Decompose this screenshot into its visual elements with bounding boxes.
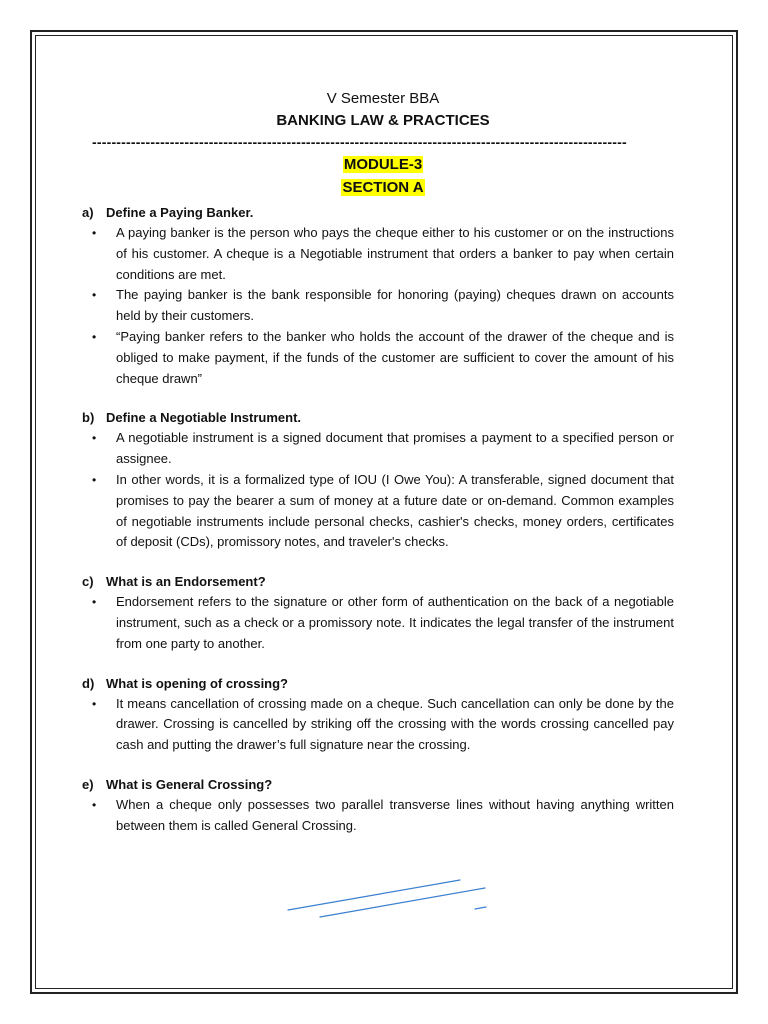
document-body <box>82 88 674 837</box>
answer-text: Endorsement refers to the signature or other form of authentication on the back of a negotiable instrument, such as a check or a promissory note. It indicates the legal transfer of the instrument from one party to another. <box>116 594 674 651</box>
list-item <box>92 592 674 654</box>
question-letter: c) <box>82 574 94 590</box>
question-title <box>82 408 674 428</box>
question-title <box>82 674 674 694</box>
subject-heading: BANKING LAW & PRACTICES <box>276 112 490 129</box>
question-e <box>82 775 674 837</box>
question-b <box>82 408 674 553</box>
bullet-icon: • <box>92 472 97 487</box>
question-text: What is General Crossing? <box>106 776 273 792</box>
question-letter: e) <box>82 776 94 792</box>
answer-text: “Paying banker refers to the banker who holds the account of the drawer of the cheque and is obliged to make payment, if the funds of the customer are sufficient to cover the amount of his cheque drawn” <box>116 328 674 386</box>
list-item <box>92 223 674 285</box>
question-title <box>82 572 674 592</box>
bullet-icon: • <box>92 797 97 812</box>
list-item <box>92 795 674 837</box>
question-title <box>82 775 674 795</box>
answer-text: It means cancellation of crossing made on a cheque. Such cancellation can only be done by the drawer. Crossing is cancelled by striking off the crossing with the words crossing cancelled pay cash and putting the drawer’s full signature near the crossing. <box>116 695 674 753</box>
list-item <box>92 327 674 389</box>
list-item <box>92 470 674 553</box>
question-title <box>82 203 674 223</box>
list-item <box>92 694 674 756</box>
answer-text: A negotiable instrument is a signed document that promises a payment to a specified person or assignee. <box>116 430 674 467</box>
bullet-icon: • <box>92 696 97 711</box>
module-heading <box>92 154 674 176</box>
question-letter: b) <box>82 410 95 426</box>
module-title: MODULE-3 <box>343 156 423 173</box>
bullet-icon: • <box>92 288 97 303</box>
question-a <box>82 203 674 389</box>
list-item <box>92 285 674 327</box>
question-letter: a) <box>82 205 94 220</box>
question-text: What is opening of crossing? <box>106 675 288 691</box>
question-text: Define a Paying Banker. <box>106 205 254 220</box>
question-d <box>82 674 674 756</box>
answer-text: A paying banker is the person who pays the cheque either to his customer or on the instructions of his customer. A cheque is a Negotiable instrument that orders a banker to pay when certain conditions are met. <box>116 225 674 282</box>
bullet-icon: • <box>92 595 97 610</box>
question-text: What is an Endorsement? <box>106 574 266 590</box>
list-item <box>92 428 674 470</box>
question-text: Define a Negotiable Instrument. <box>106 410 302 426</box>
section-title: SECTION A <box>342 179 424 196</box>
section-heading <box>92 177 674 199</box>
answer-text: When a cheque only possesses two parallel transverse lines without having anything written between them is called General Crossing. <box>116 796 674 833</box>
answer-text: In other words, it is a formalized type of IOU (I Owe You): A transferable, signed document that promises to pay the bearer a sum of money at a future date or on-demand. Common examples of negotiable instruments include personal checks, cashier's checks, money orders, certificates of deposit (CDs), promissory notes, and traveler's checks. <box>116 471 674 550</box>
question-c <box>82 572 674 654</box>
bullet-icon: • <box>92 329 97 344</box>
semester-heading: V Semester BBA <box>326 90 440 107</box>
bullet-icon: • <box>92 226 97 240</box>
answer-text: The paying banker is the bank responsible for honoring (paying) cheques drawn on accounts held by their customers. <box>116 287 674 324</box>
signature-mark <box>285 875 495 925</box>
question-letter: d) <box>82 675 95 691</box>
separator-line: -------------------------------------------------------------------------------------------------------------- <box>92 134 627 150</box>
bullet-icon: • <box>92 431 97 446</box>
